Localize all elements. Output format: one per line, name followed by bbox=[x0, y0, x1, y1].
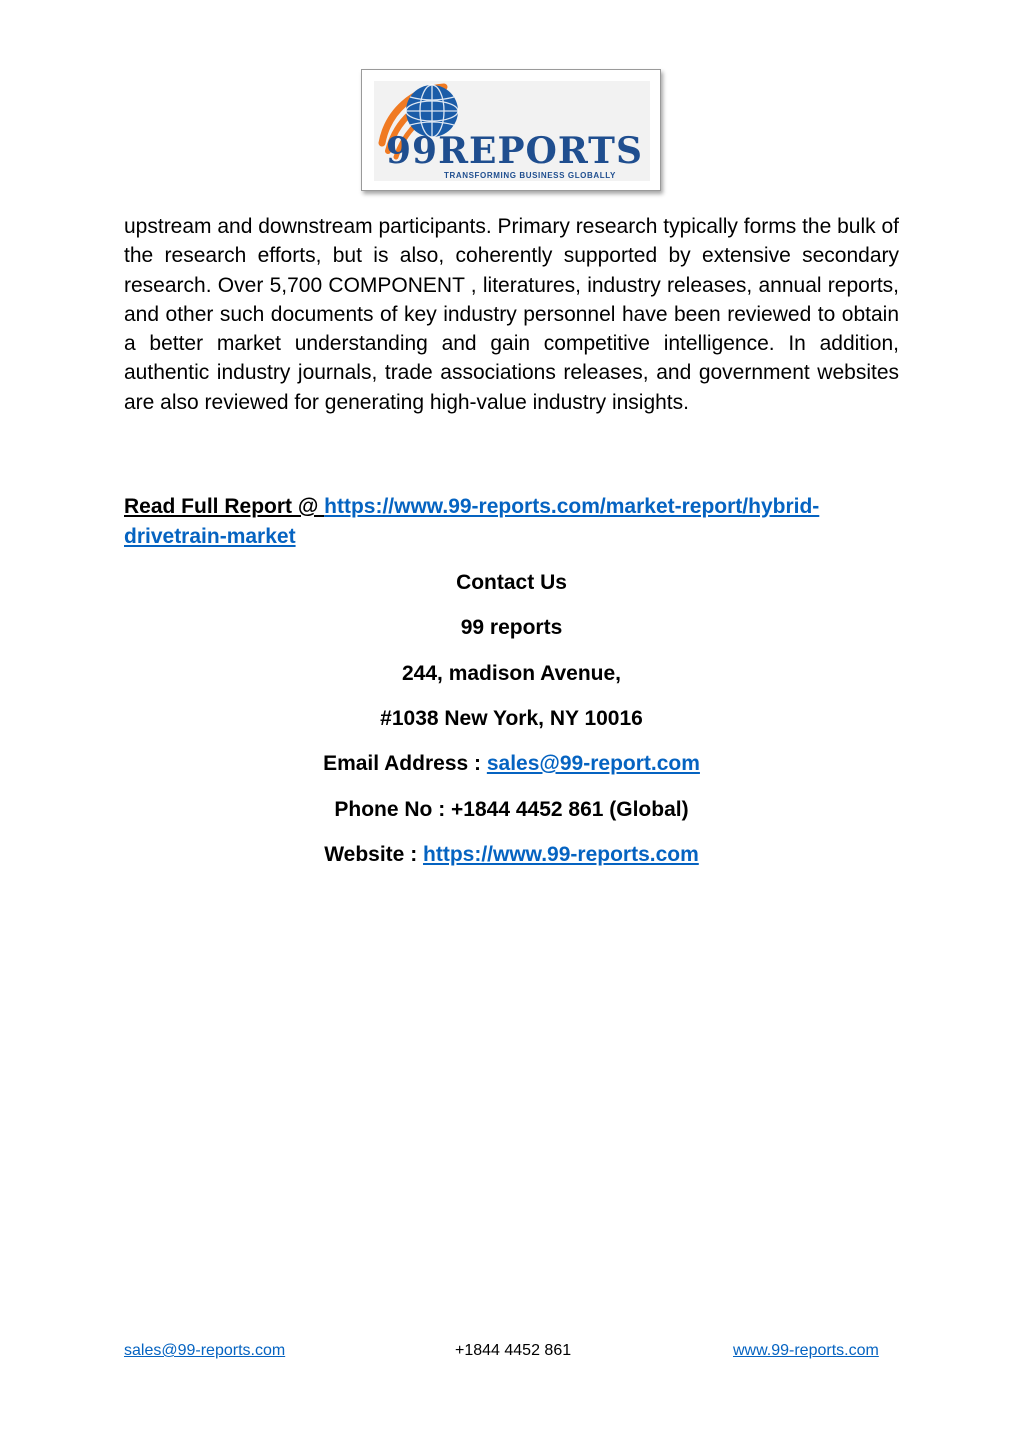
phone-line: Phone No : +1844 4452 861 (Global) bbox=[334, 798, 689, 821]
logo-frame bbox=[361, 69, 661, 191]
footer-website bbox=[733, 1340, 879, 1362]
footer-phone: +1844 4452 861 bbox=[455, 1342, 572, 1359]
report-link[interactable]: https://www.99-reports.com/market-report/hybrid-drivetrain-market bbox=[124, 495, 820, 548]
company-name: 99 reports bbox=[460, 616, 563, 639]
company-logo bbox=[374, 81, 650, 181]
email-link[interactable]: sales@99-report.com bbox=[486, 752, 700, 775]
address-line-2: #1038 New York, NY 10016 bbox=[380, 707, 643, 730]
footer-website-link[interactable]: www.99-reports.com bbox=[733, 1342, 879, 1359]
address-line-1: 244, madison Avenue, bbox=[401, 662, 622, 685]
svg-text:99REPORTS: 99REPORTS bbox=[386, 130, 643, 172]
contact-heading: Contact Us bbox=[456, 571, 567, 594]
email-line bbox=[0, 750, 1023, 778]
website-label: Website : bbox=[324, 843, 424, 866]
email-label: Email Address : bbox=[323, 752, 487, 775]
globe-logo-icon bbox=[374, 81, 650, 181]
website-line bbox=[0, 841, 1023, 869]
body-paragraph: upstream and downstream participants. Primary research typically forms the bulk of the research efforts, but is also, coherently supported by extensive secondary research. Over 5,700 COMPONENT , literatures, industry releases, annual reports, and other such documents of key industry personnel have been reviewed to obtain a better market understanding and gain competitive intelligence. In addition, authentic industry journals, trade associations releases, and government websites are also reviewed for generating high-value industry insights. bbox=[124, 215, 899, 414]
svg-text:TRANSFORMING BUSINESS GLOBALLY: TRANSFORMING BUSINESS GLOBALLY bbox=[444, 171, 616, 180]
website-link[interactable]: https://www.99-reports.com bbox=[423, 843, 699, 866]
read-full-report bbox=[124, 492, 899, 552]
read-full-report-label: Read Full Report @ bbox=[124, 495, 325, 518]
footer-email-link[interactable]: sales@99-reports.com bbox=[124, 1342, 286, 1359]
footer-email bbox=[124, 1340, 285, 1362]
